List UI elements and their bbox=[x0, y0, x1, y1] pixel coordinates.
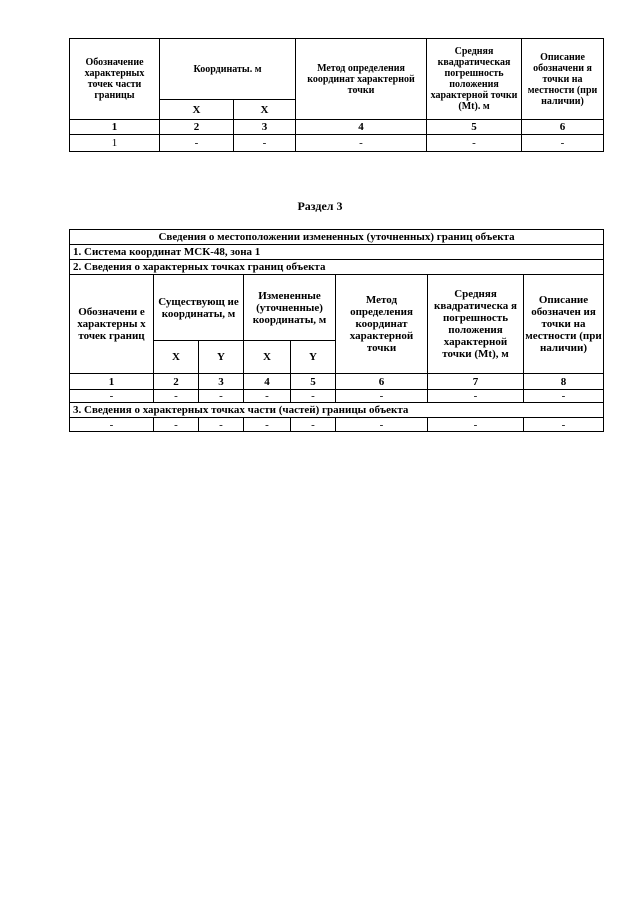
column-number: 6 bbox=[522, 120, 604, 135]
header-coordinates: Координаты. м bbox=[160, 39, 296, 100]
column-number: 2 bbox=[154, 374, 199, 390]
column-number: 4 bbox=[244, 374, 291, 390]
table-row bbox=[70, 135, 604, 152]
header-changed-coordinates: Измененные (уточненные) координаты, м bbox=[244, 275, 336, 341]
header-accuracy: Средняя квадратическая погрешность положения характерной точки (Mt). м bbox=[427, 39, 522, 120]
column-number: 3 bbox=[234, 120, 296, 135]
header-method: Метод определения координат характерной точки bbox=[296, 39, 427, 120]
table-cell: - bbox=[524, 390, 604, 403]
table-cell: - bbox=[70, 390, 154, 403]
header-existing-coordinates: Существующ ие координаты, м bbox=[154, 275, 244, 341]
table-cell: - bbox=[70, 418, 154, 432]
column-number: 2 bbox=[160, 120, 234, 135]
table-cell: - bbox=[524, 418, 604, 432]
table-cell: - bbox=[154, 418, 199, 432]
header-description: Описание обозначени я точки на местности (при наличии) bbox=[522, 39, 604, 120]
table-row bbox=[70, 418, 604, 432]
table-cell: - bbox=[234, 135, 296, 152]
table-cell: - bbox=[244, 418, 291, 432]
column-number: 8 bbox=[524, 374, 604, 390]
header-description: Описание обозначен ия точки на местности (при наличии) bbox=[524, 275, 604, 374]
column-number: 1 bbox=[70, 120, 160, 135]
header-x: Х bbox=[234, 100, 296, 120]
section-title: Раздел 3 bbox=[297, 199, 343, 213]
parts-heading: 3. Сведения о характерных точках части (частей) границы объекта bbox=[70, 403, 604, 418]
header-method: Метод определения координат характерной точки bbox=[336, 275, 428, 374]
table-cell: - bbox=[336, 390, 428, 403]
table-title: Сведения о местоположении измененных (уточненных) границ объекта bbox=[70, 230, 604, 245]
header-y: Y bbox=[199, 341, 244, 374]
table-cell: - bbox=[296, 135, 427, 152]
table-part-boundary-points bbox=[69, 38, 604, 152]
column-number: 5 bbox=[291, 374, 336, 390]
points-heading: 2. Сведения о характерных точках границ объекта bbox=[70, 260, 604, 275]
header-designation: Обозначени е характерны х точек границ bbox=[70, 275, 154, 374]
table-cell: - bbox=[428, 390, 524, 403]
column-number: 5 bbox=[427, 120, 522, 135]
table-cell: - bbox=[427, 135, 522, 152]
table-row bbox=[70, 390, 604, 403]
table-cell: - bbox=[291, 418, 336, 432]
table-cell: - bbox=[336, 418, 428, 432]
table-cell: - bbox=[154, 390, 199, 403]
header-designation: Обозначение характерных точек части границы bbox=[70, 39, 160, 120]
table-cell: - bbox=[160, 135, 234, 152]
column-number: 7 bbox=[428, 374, 524, 390]
header-y: Y bbox=[291, 341, 336, 374]
column-number: 3 bbox=[199, 374, 244, 390]
table-cell: - bbox=[199, 390, 244, 403]
table-cell: - bbox=[522, 135, 604, 152]
table-cell: - bbox=[428, 418, 524, 432]
column-number: 6 bbox=[336, 374, 428, 390]
table-cell: - bbox=[199, 418, 244, 432]
table-cell: - bbox=[291, 390, 336, 403]
table-cell: - bbox=[244, 390, 291, 403]
header-x: Х bbox=[154, 341, 199, 374]
coordinate-system: 1. Система координат МСК-48, зона 1 bbox=[70, 245, 604, 260]
header-accuracy: Средняя квадратическа я погрешность положения характерной точки (Mt), м bbox=[428, 275, 524, 374]
column-number: 1 bbox=[70, 374, 154, 390]
table-changed-boundaries bbox=[69, 229, 604, 432]
column-number: 4 bbox=[296, 120, 427, 135]
table-cell: 1 bbox=[70, 135, 160, 152]
header-x: Х bbox=[160, 100, 234, 120]
header-x: Х bbox=[244, 341, 291, 374]
